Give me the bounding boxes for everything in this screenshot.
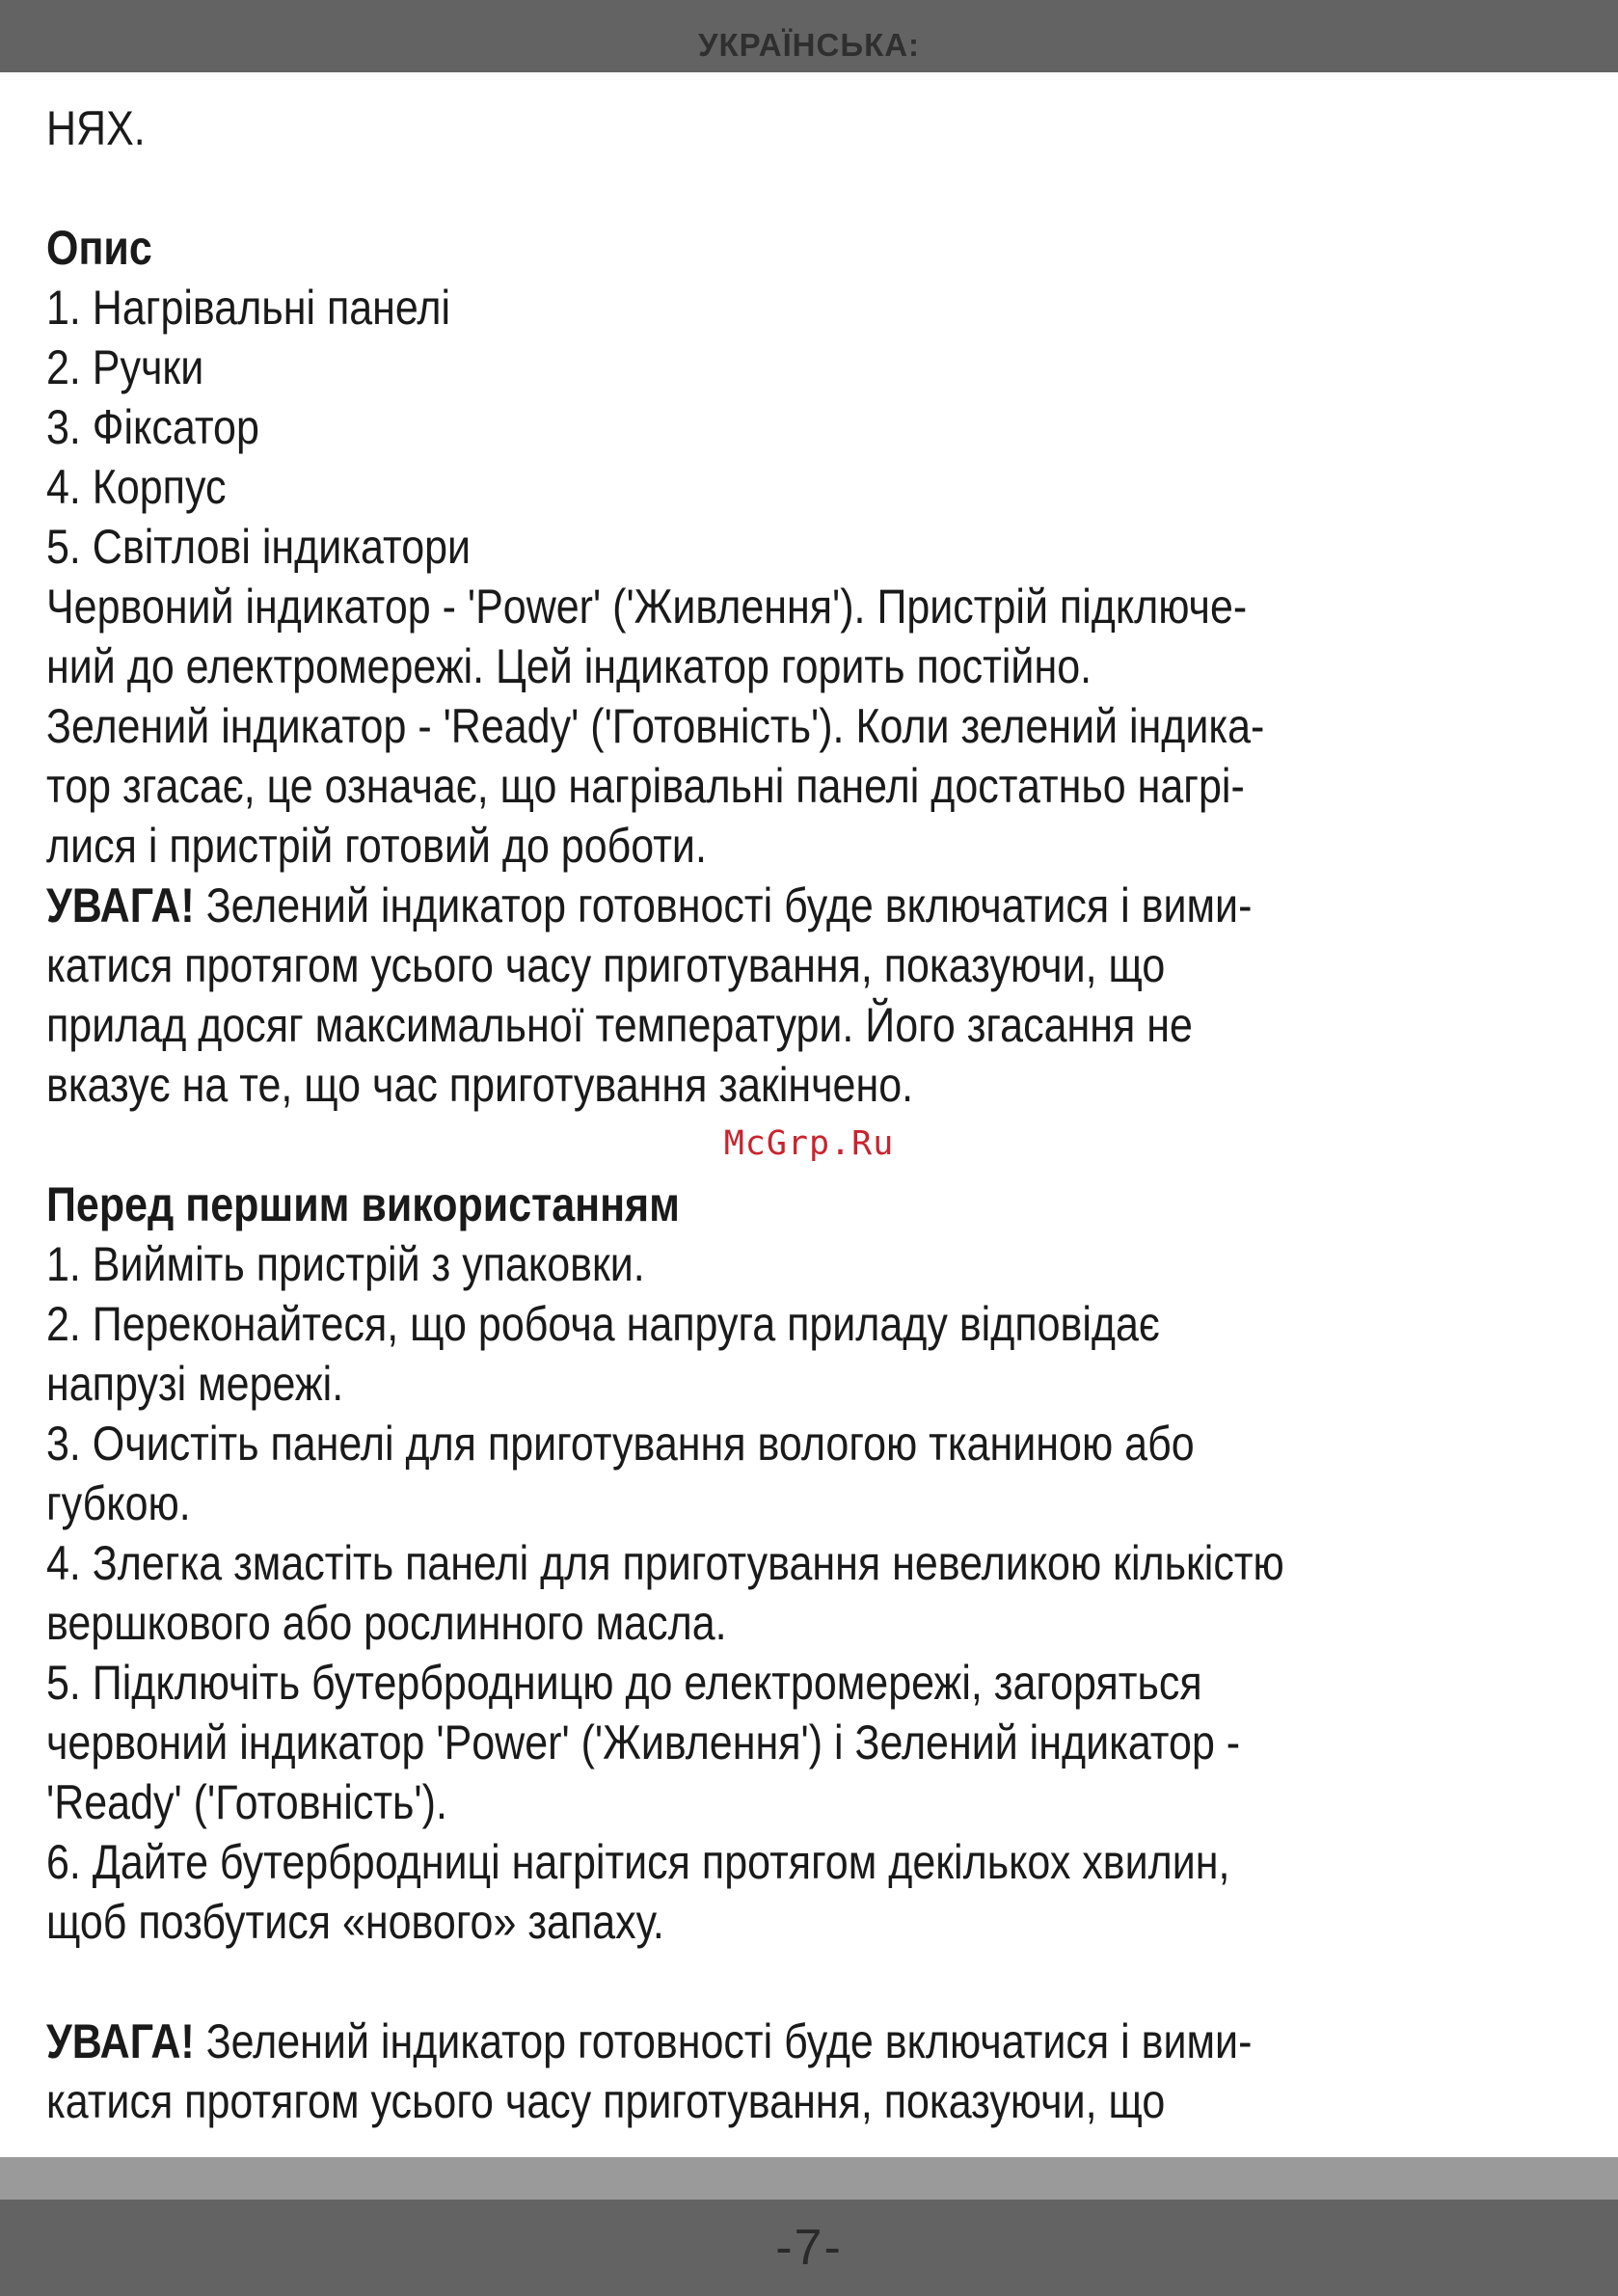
continuation-text: НЯХ. xyxy=(46,101,146,155)
paragraph-line: катися протягом усього часу приготування, показуючи, що xyxy=(46,2074,1166,2128)
paragraph-line: 6. Дайте бутербродниці нагрітися протягом декількох хвилин, xyxy=(46,1835,1230,1889)
paragraph-line: напрузі мережі. xyxy=(46,1357,344,1411)
list-item: 1. Нагрівальні панелі xyxy=(46,281,451,335)
paragraph-line: вершкового або рослинного масла. xyxy=(46,1596,727,1650)
footer-band xyxy=(0,2157,1618,2200)
paragraph-line: прилад досяг максимальної температури. Його згасання не xyxy=(46,998,1193,1052)
paragraph-line: 5. Підключіть бутербродницю до електромережі, загоряться xyxy=(46,1656,1202,1710)
list-item: 2. Ручки xyxy=(46,340,204,394)
list-item: 3. Фіксатор xyxy=(46,400,259,454)
warning-label: УВАГА! xyxy=(46,2014,195,2068)
paragraph-line: червоний індикатор 'Power' ('Живлення') і Зелений індикатор - xyxy=(46,1715,1241,1769)
paragraph-line: 1. Вийміть пристрій з упаковки. xyxy=(46,1237,645,1291)
list-item: 4. Корпус xyxy=(46,460,227,514)
spacer xyxy=(46,1952,1589,2012)
paragraph-line: 'Ready' ('Готовність'). xyxy=(46,1775,447,1829)
paragraph-line: лися і пристрій готовий до роботи. xyxy=(46,819,707,873)
warning-label: УВАГА! xyxy=(46,878,195,932)
warning-paragraph xyxy=(46,876,1589,935)
language-header: УКРАЇНСЬКА: xyxy=(697,26,921,63)
paragraph-line: 3. Очистіть панелі для приготування вологою тканиною або xyxy=(46,1417,1195,1471)
document-body xyxy=(46,98,1589,2131)
paragraph-line: вказує на те, що час приготування закінчено. xyxy=(46,1058,914,1112)
paragraph-line: тор згасає, це означає, що нагрівальні панелі достатньо нагрі- xyxy=(46,759,1245,813)
paragraph-line: Зелений індикатор - 'Ready' ('Готовність'). Коли зелений індика- xyxy=(46,699,1265,753)
warning-text: Зелений індикатор готовності буде включатися і вими- xyxy=(194,2014,1253,2068)
section-heading-description: Опис xyxy=(46,221,152,275)
paragraph-line: 2. Переконайтеся, що робоча напруга приладу відповідає xyxy=(46,1297,1160,1351)
list-item: 5. Світлові індикатори xyxy=(46,520,472,574)
paragraph-line: щоб позбутися «нового» запаху. xyxy=(46,1895,664,1949)
watermark: McGrp.Ru xyxy=(723,1124,895,1163)
page-number: -7- xyxy=(775,2220,843,2276)
header-bar xyxy=(0,0,1618,72)
paragraph-line: 4. Злегка змастіть панелі для приготування невеликою кількістю xyxy=(46,1536,1284,1590)
paragraph-line: Червоний індикатор - 'Power' ('Живлення'). Пристрій підключе- xyxy=(46,580,1248,634)
paragraph-line: катися протягом усього часу приготування, показуючи, що xyxy=(46,938,1166,992)
warning-text: Зелений індикатор готовності буде включатися і вими- xyxy=(194,878,1253,932)
spacer xyxy=(46,158,1589,218)
warning-paragraph xyxy=(46,2012,1589,2071)
footer-bar xyxy=(0,2200,1618,2296)
paragraph-line: ний до електромережі. Цей індикатор горить постійно. xyxy=(46,639,1092,693)
paragraph-line: губкою. xyxy=(46,1476,191,1530)
section-heading-first-use: Перед першим використанням xyxy=(46,1177,680,1231)
